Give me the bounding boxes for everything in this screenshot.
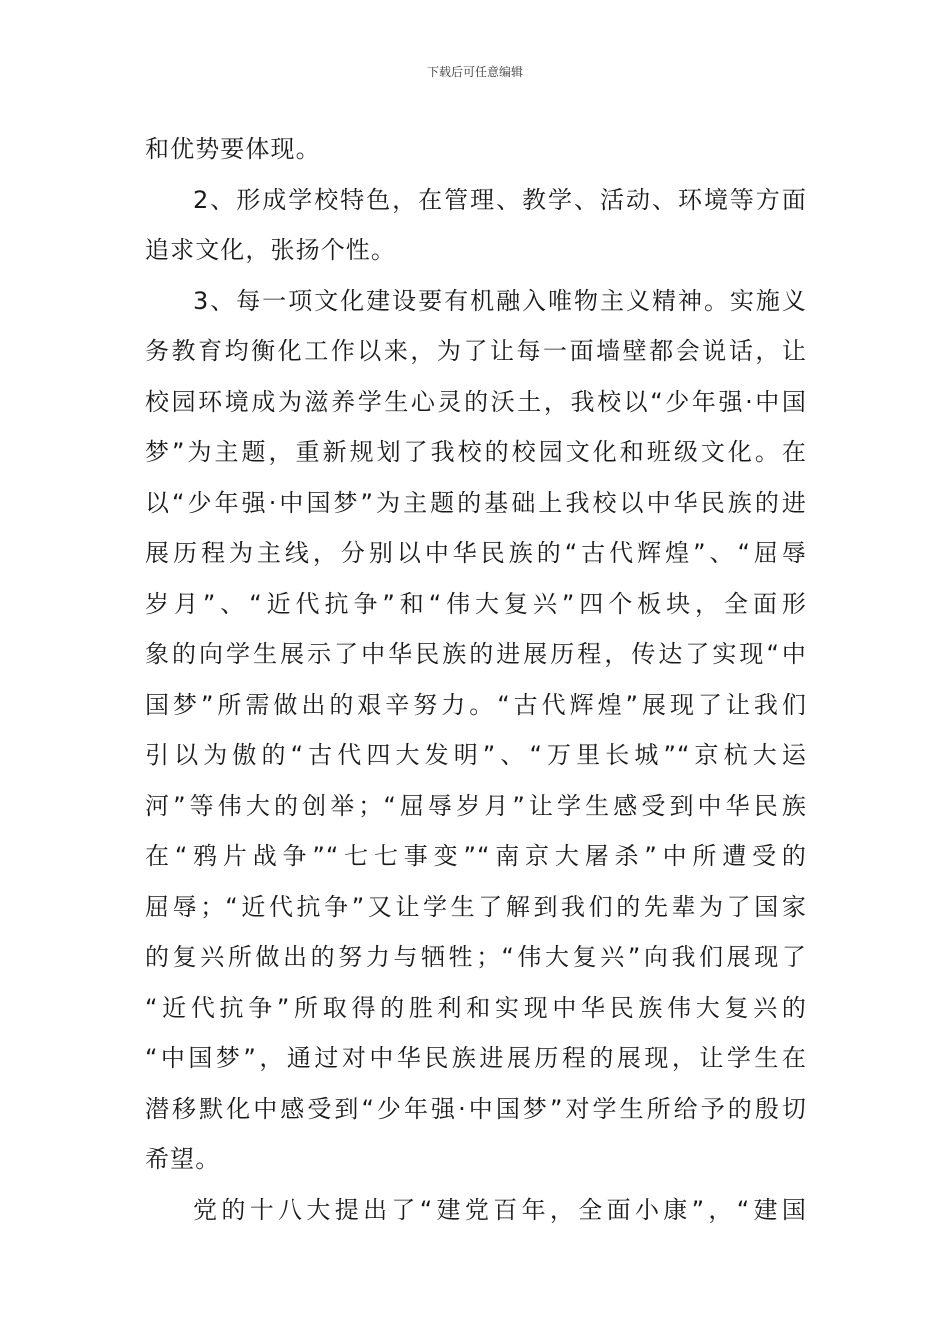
text-line: 党的十八大提出了“建党百年，全面小康”，“建国 — [193, 1195, 807, 1224]
text-line: 和优势要体现。 — [145, 135, 321, 163]
text-line: 以“少年强·中国梦”为主题的基础上我校以中华民族的进 — [145, 488, 807, 517]
text-line: 潜移默化中感受到“少年强·中国梦”对学生所给予的殷切 — [145, 1094, 807, 1123]
text-line: 希望。 — [145, 1145, 221, 1173]
text-line: “近代抗争”所取得的胜利和实现中华民族伟大复兴的 — [145, 993, 807, 1022]
text-line: 梦”为主题，重新规划了我校的校园文化和班级文化。在 — [145, 438, 807, 466]
text-line: 引以为傲的“古代四大发明”、“万里长城”“京杭大运 — [145, 741, 807, 769]
text-line: 岁月”、“近代抗争”和“伟大复兴”四个板块，全面形 — [145, 589, 807, 618]
page-header-note: 下载后可任意编辑 — [426, 65, 523, 79]
text-line: 2、形成学校特色，在管理、教学、活动、环境等方面 — [193, 185, 807, 214]
text-line: 3、每一项文化建设要有机融入唯物主义精神。实施义 — [193, 286, 807, 315]
text-line: “中国梦”，通过对中华民族进展历程的展现，让学生在 — [145, 1044, 807, 1072]
text-line: 务教育均衡化工作以来，为了让每一面墙壁都会说话，让 — [145, 337, 807, 365]
text-line: 屈辱；“近代抗争”又让学生了解到我们的先辈为了国家 — [145, 892, 807, 921]
text-line: 国梦”所需做出的艰辛努力。“古代辉煌”展现了让我们 — [145, 690, 807, 719]
text-line: 的复兴所做出的努力与牺牲；“伟大复兴”向我们展现了 — [145, 943, 807, 971]
text-line: 象的向学生展示了中华民族的进展历程，传达了实现“中 — [145, 640, 807, 668]
text-line: 在“鸦片战争”“七七事变”“南京大屠杀”中所遭受的 — [145, 842, 807, 870]
text-line: 校园环境成为滋养学生心灵的沃土，我校以“少年强·中国 — [145, 387, 807, 416]
document-body — [145, 124, 807, 1235]
text-line: 追求文化，张扬个性。 — [145, 236, 396, 264]
text-line: 展历程为主线，分别以中华民族的“古代辉煌”、“屈辱 — [145, 539, 807, 567]
text-line: 河”等伟大的创举；“屈辱岁月”让学生感受到中华民族 — [145, 791, 807, 820]
